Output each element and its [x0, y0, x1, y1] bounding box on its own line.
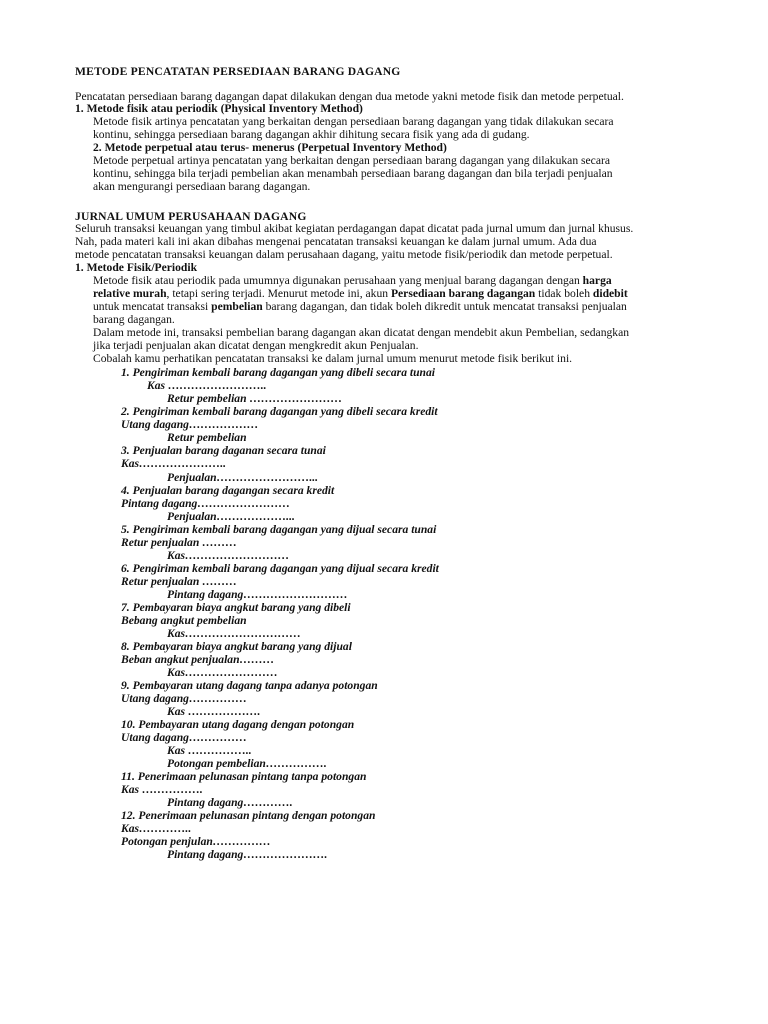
journal-entry-title: 2. Pengiriman kembali barang dagangan yang dibeli secara kredit [121, 405, 438, 418]
paragraph-line: Nah, pada materi kali ini akan dibahas mengenai pencatatan transaksi keuangan ke dalam jurnal umum. Ada dua [75, 235, 597, 248]
text-run: barang dagangan, dan tidak boleh dikredit untuk mencatat transaksi penjualan [262, 300, 627, 313]
journal-entry-title: 7. Pembayaran biaya angkut barang yang dibeli [121, 601, 351, 614]
item-text-line: kontinu, sehingga persediaan barang dagangan akhir dihitung secara fisik yang ada di gudang. [93, 128, 530, 141]
item-text-line: kontinu, sehingga bila terjadi pembelian akan menambah persediaan barang dagangan dan bila terjadi penjualan [93, 167, 613, 180]
journal-debit-line: Utang dagang…………… [121, 731, 247, 744]
journal-credit-line: Retur pembelian …………………… [167, 392, 343, 405]
journal-debit-line: Kas …………………….. [147, 379, 267, 392]
journal-credit-line: Kas……………………… [167, 549, 290, 562]
journal-entry-title: 3. Penjualan barang daganan secara tunai [121, 444, 326, 457]
text-run: Metode fisik atau periodik pada umumnya digunakan perusahaan yang menjual barang dagangan dengan [93, 274, 583, 287]
journal-debit-line: Potongan penjulan…………… [121, 835, 271, 848]
text-run: untuk mencatat transaksi [93, 300, 212, 313]
journal-credit-line: Pintang dagang……………………… [167, 588, 348, 601]
journal-entry-title: 9. Pembayaran utang dagang tanpa adanya potongan [121, 679, 378, 692]
journal-credit-line: Kas …………….. [167, 744, 252, 757]
paragraph-line [93, 287, 628, 300]
emphasis-text: pembelian [211, 300, 263, 313]
journal-credit-line: Potongan pembelian……………. [167, 757, 327, 770]
journal-debit-line: Retur penjualan ……… [121, 536, 237, 549]
text-run: tidak boleh [535, 287, 593, 300]
journal-debit-line: Retur penjualan ……… [121, 575, 237, 588]
section-intro: Pencatatan persediaan barang dagangan dapat dilakukan dengan dua metode yakni metode fisik dan metode perpetual. [75, 90, 624, 103]
item-text-line: akan mengurangi persediaan barang dagangan. [93, 180, 311, 193]
journal-credit-line: Kas………………………… [167, 627, 301, 640]
emphasis-text: didebit [592, 287, 628, 300]
journal-credit-line: Retur pembelian [167, 431, 247, 444]
emphasis-text: harga [582, 274, 612, 287]
journal-entry-title: 6. Pengiriman kembali barang dagangan yang dijual secara kredit [121, 562, 439, 575]
paragraph-line: metode pencatatan transaksi keuangan dalam perusahaan dagang, yaitu metode fisik/periodik dan metode perpetual. [75, 248, 613, 261]
journal-entry-title: 1. Pengiriman kembali barang dagangan yang dibeli secara tunai [121, 366, 436, 379]
item-heading-perpetual: 2. Metode perpetual atau terus- menerus (Perpetual Inventory Method) [93, 141, 447, 154]
paragraph-line: jika terjadi penjualan akan dicatat dengan mengkredit akun Penjualan. [93, 339, 419, 352]
text-run: , tetapi sering terjadi. Menurut metode ini, akun [166, 287, 391, 300]
journal-debit-line: Pintang dagang…………………… [121, 497, 291, 510]
journal-entry-title: 5. Pengiriman kembali barang dagangan yang dijual secara tunai [121, 523, 437, 536]
journal-credit-line: Pintang dagang…………. [167, 796, 293, 809]
journal-debit-line: Kas ……………. [121, 783, 203, 796]
journal-credit-line: Penjualan……………………... [167, 471, 319, 484]
journal-debit-line: Kas………….. [121, 822, 192, 835]
emphasis-text: Persediaan barang dagangan [390, 287, 536, 300]
journal-credit-line: Kas…………………… [167, 666, 278, 679]
paragraph-line: barang dagangan. [93, 313, 175, 326]
journal-entry-title: 8. Pembayaran biaya angkut barang yang dijual [121, 640, 352, 653]
journal-debit-line: Bebang angkut pembelian [121, 614, 247, 627]
method-heading: 1. Metode Fisik/Periodik [75, 261, 198, 274]
journal-debit-line: Kas………………….. [121, 457, 226, 470]
paragraph-line [93, 300, 627, 313]
journal-entry-title: 12. Penerimaan pelunasan pintang dengan potongan [121, 809, 376, 822]
paragraph-line: Dalam metode ini, transaksi pembelian barang dagangan akan dicatat dengan mendebit akun Pembelian, sedangkan [93, 326, 630, 339]
journal-debit-line: Beban angkut penjualan……… [121, 653, 275, 666]
journal-debit-line: Utang dagang…………… [121, 692, 247, 705]
journal-entry-title: 10. Pembayaran utang dagang dengan potongan [121, 718, 355, 731]
section-title-persediaan: METODE PENCATATAN PERSEDIAAN BARANG DAGANG [75, 65, 401, 78]
item-text-line: Metode perpetual artinya pencatatan yang berkaitan dengan persediaan barang dagangan yang dilakukan secara [93, 154, 610, 167]
paragraph-line [93, 274, 612, 287]
paragraph-line: Cobalah kamu perhatikan pencatatan transaksi ke dalam jurnal umum menurut metode fisik berikut ini. [93, 352, 573, 365]
paragraph-line: Seluruh transaksi keuangan yang timbul akibat kegiatan perdagangan dapat dicatat pada jurnal umum dan jurnal khusus. [75, 222, 634, 235]
journal-credit-line: Penjualan………………... [167, 510, 295, 523]
item-text-line: Metode fisik artinya pencatatan yang berkaitan dengan persediaan barang dagangan yang tidak dilakukan secara [93, 115, 614, 128]
journal-entry-title: 4. Penjualan barang dagangan secara kredit [121, 484, 335, 497]
journal-credit-line: Pintang dagang…………………. [167, 848, 328, 861]
emphasis-text: relative murah [93, 287, 167, 300]
item-heading-fisik: 1. Metode fisik atau periodik (Physical Inventory Method) [75, 102, 363, 115]
journal-credit-line: Kas ………………. [167, 705, 261, 718]
journal-entry-title: 11. Penerimaan pelunasan pintang tanpa potongan [121, 770, 367, 783]
section-title-jurnal: JURNAL UMUM PERUSAHAAN DAGANG [75, 210, 307, 223]
journal-debit-line: Utang dagang……………… [121, 418, 259, 431]
